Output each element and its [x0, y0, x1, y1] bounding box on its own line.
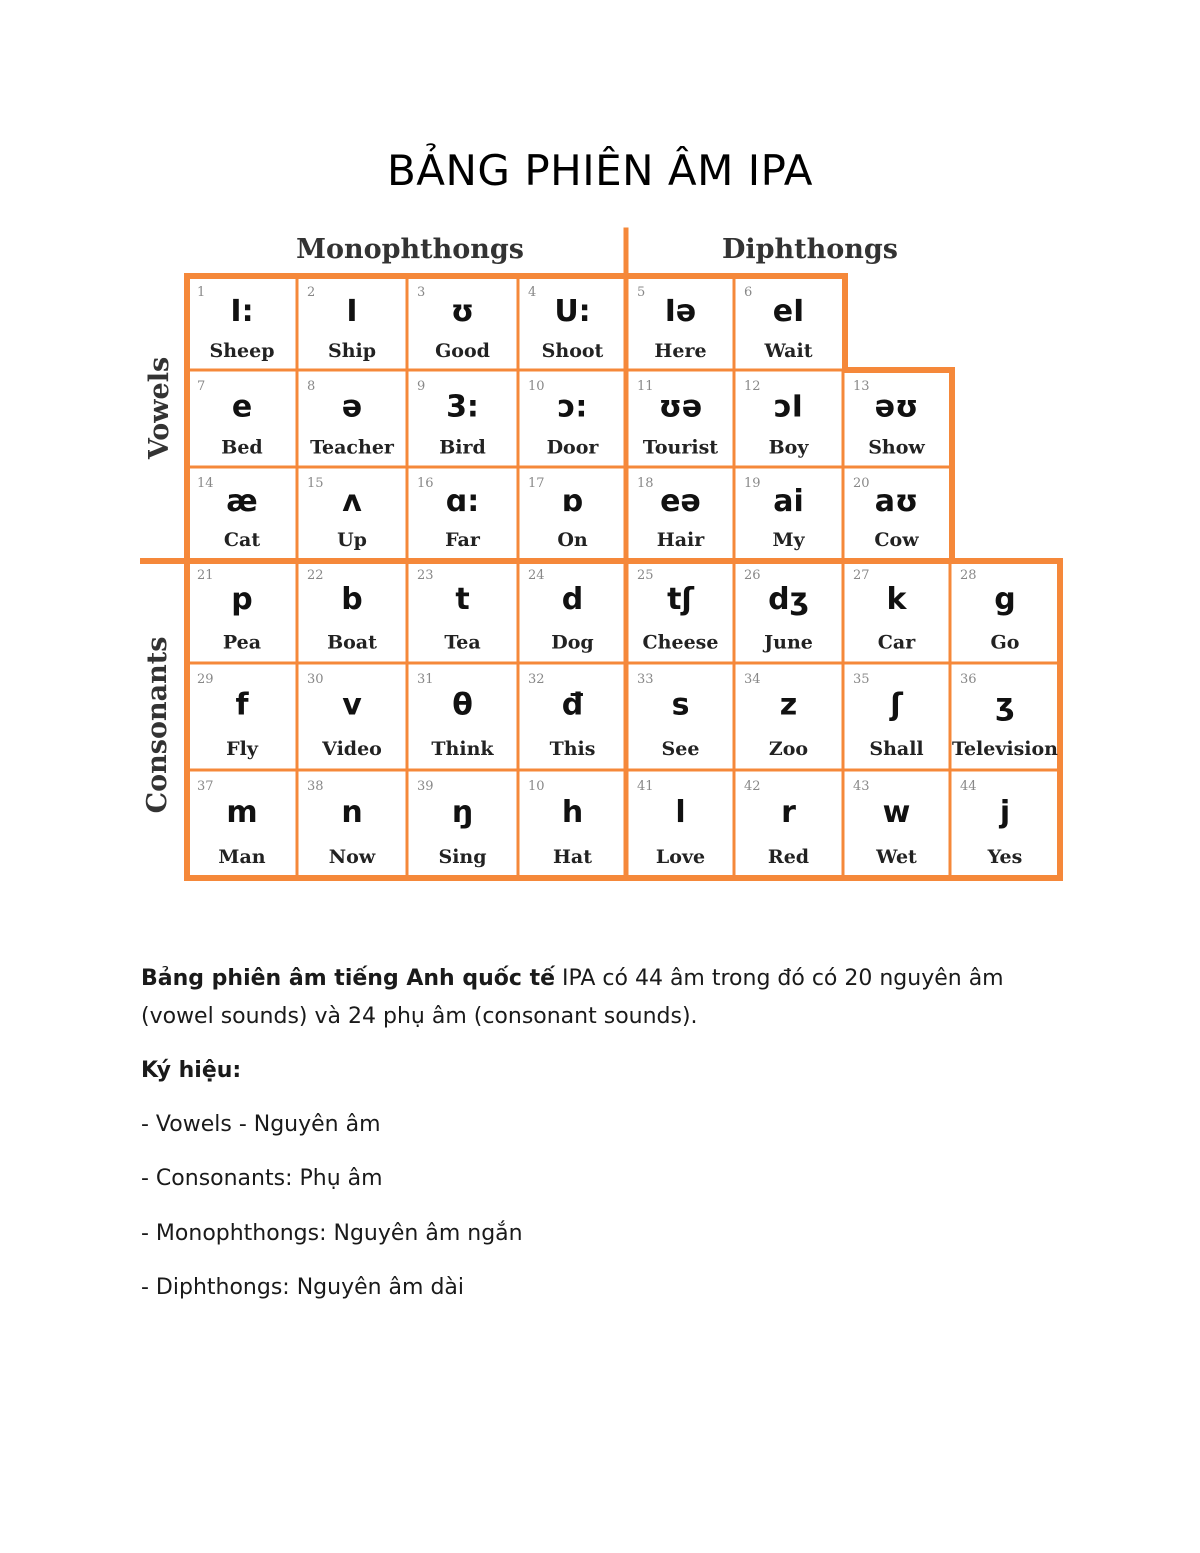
example-word: Dog [551, 631, 594, 654]
example-word: Cow [874, 529, 919, 552]
cell-number: 13 [853, 379, 870, 394]
ipa-symbol: h [561, 794, 584, 830]
ipa-cell [417, 476, 481, 551]
example-word: Cheese [642, 631, 719, 654]
cell-number: 31 [417, 672, 434, 687]
ipa-cell [528, 476, 588, 551]
cell-number: 24 [528, 568, 545, 583]
ipa-symbol: ʌ [342, 484, 362, 520]
example-word: Sheep [209, 339, 275, 362]
ipa-cell [744, 672, 808, 760]
ipa-symbol: I [346, 294, 358, 330]
ipa-symbol: ɑ: [445, 484, 480, 520]
ipa-cell [417, 285, 490, 362]
ipa-cell [307, 476, 367, 551]
ipa-cell [744, 779, 809, 868]
cell-number: 32 [528, 672, 545, 687]
ipa-cell [637, 779, 705, 868]
ipa-cell [637, 568, 718, 653]
legend-heading: Ký hiệu: [141, 1058, 242, 1083]
ipa-cell [853, 672, 924, 760]
ipa-cell [197, 672, 259, 760]
cell-number: 36 [960, 672, 977, 687]
ipa-symbol: ə [341, 389, 363, 425]
monophthongs-header: Monophthongs [296, 234, 524, 265]
ipa-symbol: ɔI [774, 389, 803, 425]
intro-bold-text: Bảng phiên âm tiếng Anh quốc tế [141, 966, 556, 991]
example-word: Bird [439, 436, 486, 459]
example-word: Ship [327, 339, 377, 362]
ipa-cell [528, 285, 604, 362]
legend-item-consonants: - Consonants: Phụ âm [141, 1166, 383, 1191]
legend-item-vowels: - Vowels - Nguyên âm [141, 1112, 381, 1137]
example-word: Television [951, 738, 1059, 761]
ipa-cell [528, 379, 599, 458]
cell-number: 6 [744, 285, 753, 300]
example-word: Fly [226, 738, 258, 761]
cell-number: 10 [528, 379, 545, 394]
ipa-cell [744, 379, 809, 458]
page-title: BẢNG PHIÊN ÂM IPA [386, 146, 814, 195]
example-word: My [772, 529, 805, 552]
ipa-symbol: e [231, 389, 253, 425]
ipa-symbol: l [675, 794, 686, 830]
cell-number: 20 [853, 476, 870, 491]
cell-number: 29 [197, 672, 214, 687]
ipa-symbol: ai [773, 484, 804, 520]
ipa-cell [197, 476, 260, 551]
cell-number: 26 [744, 568, 761, 583]
ipa-symbol: eə [660, 484, 701, 520]
intro-paragraph [141, 960, 1061, 1036]
example-word: Man [218, 845, 266, 868]
ipa-symbol: ʊə [658, 389, 703, 425]
ipa-symbol: æ [226, 484, 258, 520]
ipa-cell [417, 672, 494, 760]
cell-number: 22 [307, 568, 324, 583]
example-word: Show [868, 436, 925, 459]
cell-number: 19 [744, 476, 761, 491]
ipa-cell [960, 568, 1019, 653]
chart-cells [197, 285, 1058, 868]
example-word: June [764, 631, 813, 654]
example-word: Hat [552, 845, 593, 868]
ipa-cell [307, 568, 377, 653]
example-word: Video [322, 738, 382, 761]
ipa-symbol: Iə [664, 294, 697, 330]
ipa-cell [417, 379, 486, 458]
ipa-cell [853, 779, 917, 868]
cell-number: 35 [853, 672, 870, 687]
example-word: Boat [327, 631, 377, 654]
ipa-cell [637, 672, 699, 760]
ipa-symbol: z [779, 687, 798, 723]
cell-number: 21 [197, 568, 214, 583]
example-word: Tea [444, 631, 481, 654]
ipa-symbol: p [231, 581, 253, 617]
cell-number: 8 [307, 379, 316, 394]
cell-number: 30 [307, 672, 324, 687]
ipa-symbol: w [882, 794, 911, 830]
example-word: This [549, 738, 596, 761]
ipa-symbol: ɔ: [557, 389, 588, 425]
ipa-symbol: v [342, 687, 362, 723]
ipa-cell [637, 379, 718, 458]
cell-number: 39 [417, 779, 434, 794]
cell-number: 16 [417, 476, 434, 491]
consonants-side-label: Consonants [142, 636, 173, 814]
example-word: See [661, 738, 700, 761]
ipa-cell [960, 779, 1022, 868]
ipa-symbol: əʊ [874, 389, 919, 425]
ipa-cell [637, 285, 707, 362]
ipa-symbol: ɒ [561, 484, 584, 520]
ipa-symbol: b [341, 581, 363, 617]
example-word: Think [431, 738, 494, 761]
ipa-cell [307, 672, 382, 760]
cell-number: 37 [197, 779, 214, 794]
ipa-cell [853, 476, 919, 551]
cell-number: 18 [637, 476, 654, 491]
cell-number: 9 [417, 379, 426, 394]
example-word: Wait [764, 339, 813, 362]
cell-number: 14 [197, 476, 214, 491]
ipa-cell [528, 672, 595, 760]
ipa-symbol: ʊ [450, 294, 475, 330]
cell-number: 33 [637, 672, 654, 687]
cell-number: 25 [637, 568, 654, 583]
ipa-symbol: 3: [446, 389, 479, 425]
example-word: Good [435, 339, 490, 362]
example-word: Go [990, 631, 1020, 654]
example-word: Cat [223, 529, 261, 552]
ipa-symbol: aʊ [874, 484, 919, 520]
ipa-symbol: đ [561, 687, 584, 723]
example-word: Zoo [768, 738, 809, 761]
cell-number: 4 [528, 285, 537, 300]
ipa-symbol: j [999, 794, 1011, 830]
cell-number: 1 [197, 285, 206, 300]
ipa-symbol: m [226, 794, 258, 830]
example-word: Wet [876, 845, 917, 868]
cell-number: 12 [744, 379, 761, 394]
ipa-symbol: I: [230, 294, 254, 330]
cell-number: 7 [197, 379, 206, 394]
ipa-cell [744, 285, 813, 362]
ipa-cell [637, 476, 705, 551]
ipa-cell [744, 568, 813, 653]
cell-number: 15 [307, 476, 324, 491]
ipa-cell [528, 779, 592, 868]
example-word: Hair [656, 529, 705, 552]
ipa-symbol: f [235, 687, 249, 723]
cell-number: 17 [528, 476, 545, 491]
example-word: Pea [222, 631, 262, 654]
ipa-symbol: ŋ [451, 794, 474, 830]
intro-rest-text: IPA có 44 âm trong đó có 20 nguyên âm (vowel sounds) và 24 phụ âm (consonant sounds). [141, 966, 1004, 1029]
example-word: Red [767, 845, 810, 868]
cell-number: 27 [853, 568, 870, 583]
ipa-symbol: θ [452, 687, 473, 723]
ipa-cell [417, 568, 481, 653]
cell-number: 34 [744, 672, 761, 687]
example-word: Shoot [541, 339, 604, 362]
cell-number: 44 [960, 779, 977, 794]
ipa-cell [307, 779, 376, 868]
example-word: Tourist [642, 436, 719, 459]
ipa-symbol: ʃ [890, 687, 903, 723]
ipa-cell [307, 379, 395, 458]
cell-number: 28 [960, 568, 977, 583]
legend-item-monophthongs: - Monophthongs: Nguyên âm ngắn [141, 1221, 523, 1246]
example-word: Now [328, 845, 376, 868]
ipa-symbol: d [561, 581, 584, 617]
cell-number: 11 [637, 379, 654, 394]
cell-number: 10 [528, 779, 545, 794]
example-word: Boy [768, 436, 809, 459]
cell-number: 5 [637, 285, 646, 300]
ipa-cell [197, 568, 261, 653]
cell-number: 2 [307, 285, 316, 300]
ipa-symbol: U: [554, 294, 591, 330]
ipa-symbol: eI [772, 294, 805, 330]
cell-number: 43 [853, 779, 870, 794]
ipa-cell [197, 779, 266, 868]
cell-number: 42 [744, 779, 761, 794]
example-word: Sing [438, 845, 487, 868]
ipa-symbol: tʃ [667, 581, 694, 617]
ipa-symbol: g [994, 581, 1016, 617]
example-word: Shall [869, 738, 924, 761]
example-word: Here [654, 339, 707, 362]
cell-number: 3 [417, 285, 426, 300]
diphthongs-header: Diphthongs [721, 234, 899, 265]
ipa-cell [853, 568, 916, 653]
example-word: Love [655, 845, 706, 868]
example-word: Yes [987, 845, 1023, 868]
example-word: Teacher [310, 436, 394, 459]
ipa-symbol: s [671, 687, 690, 723]
ipa-cell [197, 285, 275, 362]
example-word: Up [337, 529, 367, 552]
ipa-cell [528, 568, 594, 653]
example-word: Bed [221, 436, 263, 459]
cell-number: 23 [417, 568, 434, 583]
chart-grid-lines [143, 230, 1060, 878]
cell-number: 41 [637, 779, 654, 794]
ipa-cell [853, 379, 925, 458]
ipa-symbol: r [781, 794, 796, 830]
vowels-side-label: Vowels [144, 356, 175, 460]
ipa-symbol: k [886, 581, 907, 617]
ipa-symbol: dʒ [768, 581, 809, 617]
ipa-cell [417, 779, 487, 868]
legend-item-diphthongs: - Diphthongs: Nguyên âm dài [141, 1275, 465, 1300]
ipa-cell [952, 672, 1058, 760]
ipa-cell [197, 379, 263, 458]
cell-number: 38 [307, 779, 324, 794]
ipa-cell [744, 476, 805, 551]
example-word: Car [877, 631, 916, 654]
ipa-symbol: n [341, 794, 363, 830]
example-word: On [557, 529, 588, 552]
ipa-symbol: t [455, 581, 470, 617]
example-word: Door [546, 436, 599, 459]
example-word: Far [445, 529, 480, 552]
ipa-cell [307, 285, 376, 362]
ipa-symbol: ʒ [995, 687, 1015, 723]
